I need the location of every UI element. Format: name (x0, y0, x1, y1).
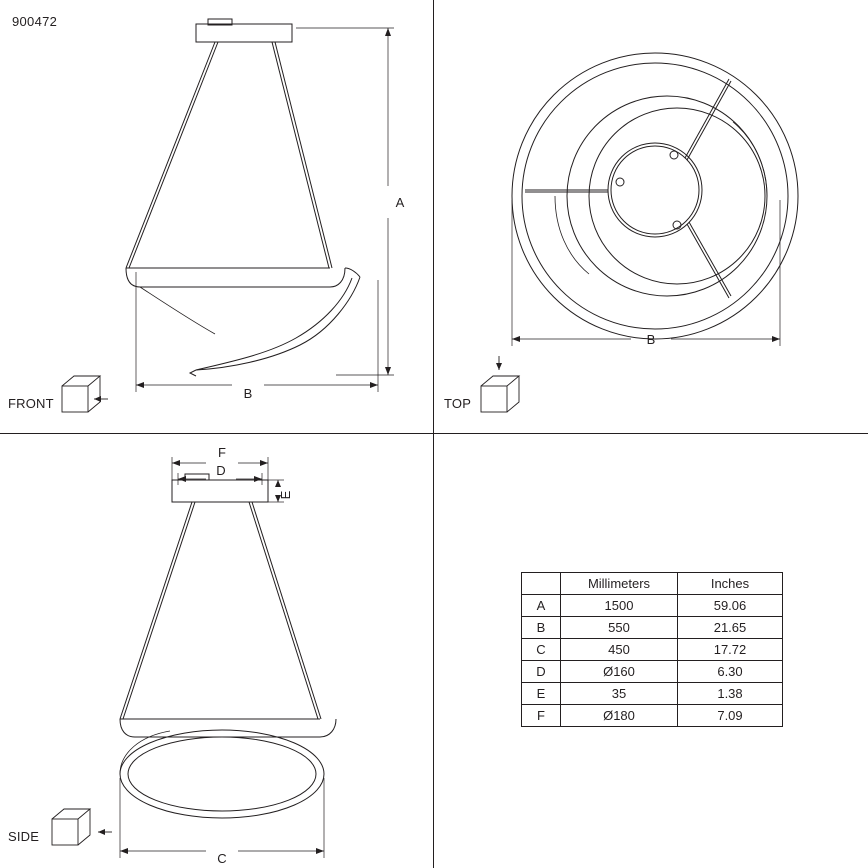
row-letter: F (522, 705, 561, 727)
view-label-front: FRONT (8, 396, 54, 411)
row-letter: E (522, 683, 561, 705)
table-row (522, 705, 783, 727)
row-in: 1.38 (678, 683, 783, 705)
table-row (522, 617, 783, 639)
row-mm: 35 (561, 683, 678, 705)
table-row (522, 683, 783, 705)
cube-side-icon (52, 809, 112, 845)
table-row (522, 639, 783, 661)
row-in: 21.65 (678, 617, 783, 639)
part-number: 900472 (12, 14, 58, 29)
table-header-millimeters: Millimeters (561, 573, 678, 595)
view-label-top: TOP (444, 396, 472, 411)
row-in: 6.30 (678, 661, 783, 683)
row-in: 59.06 (678, 595, 783, 617)
row-letter: C (522, 639, 561, 661)
side-view-drawing (0, 433, 433, 868)
table-header-row (522, 573, 783, 595)
front-dim-a-label: A (395, 195, 405, 210)
top-dim-b-label: B (646, 332, 656, 347)
side-dim-c-label: C (217, 851, 227, 866)
cube-top-icon (481, 356, 519, 412)
row-mm: 550 (561, 617, 678, 639)
row-mm: 450 (561, 639, 678, 661)
table-header-blank (522, 573, 561, 595)
front-dim-b-label: B (243, 386, 253, 401)
side-dim-e-label: E (278, 490, 293, 500)
row-mm: Ø160 (561, 661, 678, 683)
row-mm: Ø180 (561, 705, 678, 727)
row-mm: 1500 (561, 595, 678, 617)
side-dim-f-label: F (218, 445, 226, 460)
side-dim-d-label: D (216, 463, 226, 478)
table-row (522, 661, 783, 683)
table-header-inches: Inches (678, 573, 783, 595)
top-view-drawing (433, 0, 868, 433)
cube-front-icon (62, 376, 108, 412)
row-in: 17.72 (678, 639, 783, 661)
dimension-table (521, 572, 783, 727)
row-in: 7.09 (678, 705, 783, 727)
row-letter: D (522, 661, 561, 683)
table-row (522, 595, 783, 617)
row-letter: A (522, 595, 561, 617)
row-letter: B (522, 617, 561, 639)
view-label-side: SIDE (8, 829, 40, 844)
front-view-drawing (0, 0, 433, 433)
